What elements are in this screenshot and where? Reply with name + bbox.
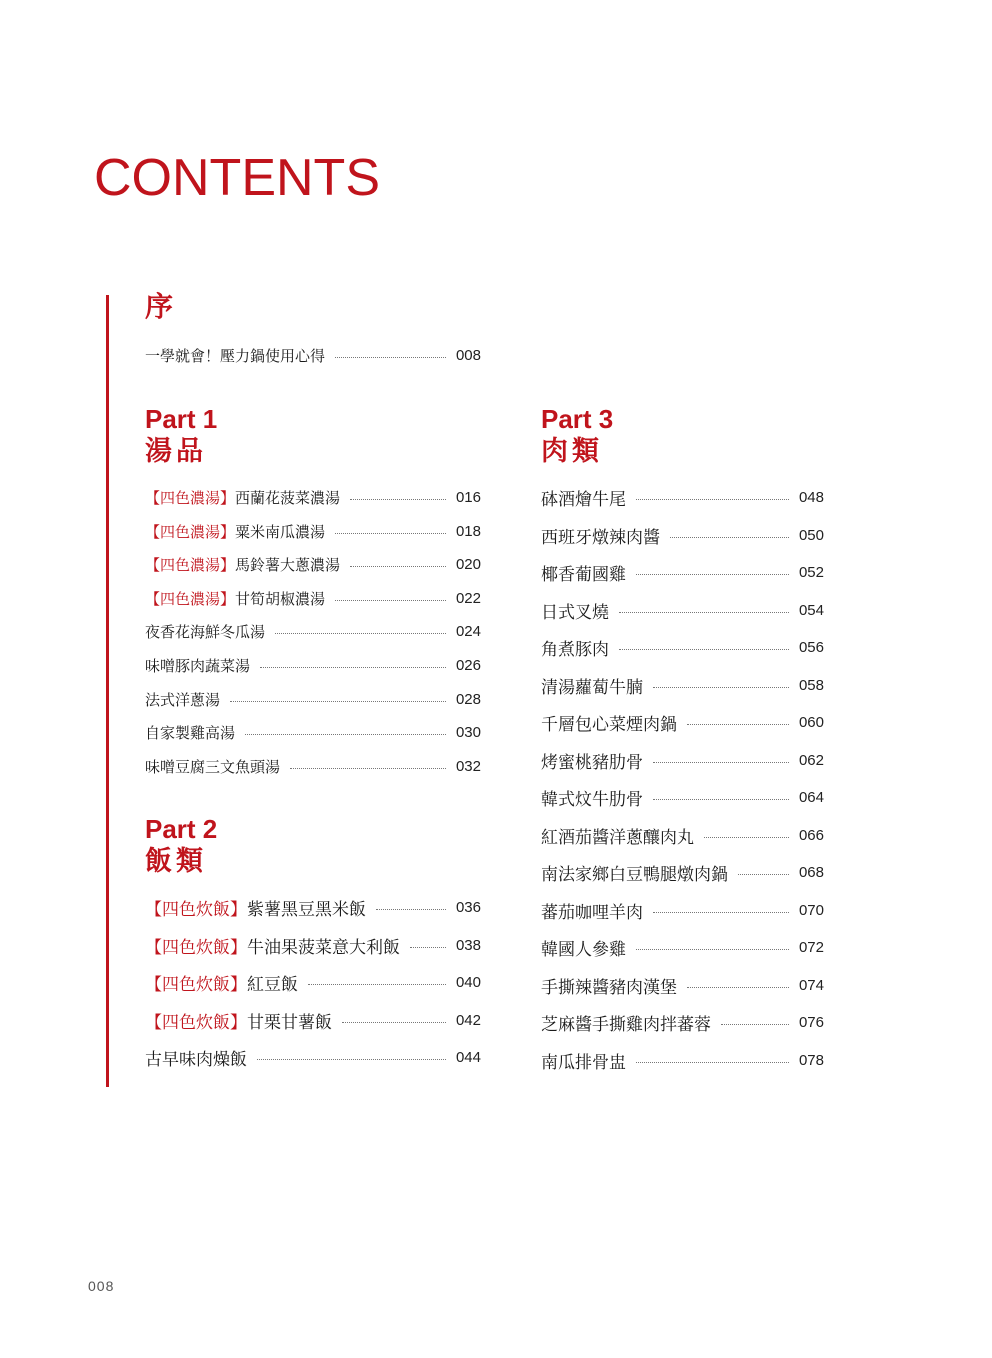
section-divider (106, 295, 109, 1087)
toc-entry[interactable] (145, 970, 481, 995)
preface-heading: 序 (145, 290, 174, 323)
dot-leader (704, 837, 789, 838)
toc-entry-text: 砵酒燴牛尾 (541, 490, 626, 510)
toc-entry-title (541, 635, 609, 660)
toc-entry[interactable] (541, 485, 824, 510)
dot-leader (335, 600, 446, 601)
dot-leader (636, 949, 789, 950)
toc-entry-title (145, 655, 250, 676)
toc-entry-title (541, 748, 643, 773)
dot-leader (738, 874, 789, 875)
dot-leader (636, 499, 789, 500)
toc-entry-title (145, 1045, 247, 1070)
toc-entry-page: 058 (798, 676, 824, 694)
dot-leader (275, 633, 446, 634)
part2-title: 飯類 (145, 846, 207, 877)
toc-entry[interactable] (145, 756, 481, 777)
dot-leader (653, 912, 789, 913)
toc-entry[interactable] (541, 635, 824, 660)
toc-entry-page: 018 (455, 522, 481, 540)
part3-list (541, 485, 824, 1075)
dot-leader (257, 1059, 446, 1060)
toc-entry-title (145, 722, 235, 743)
part1-title: 湯品 (145, 436, 207, 467)
dot-leader (670, 537, 789, 538)
toc-entry-text: 韓式炆牛肋骨 (541, 790, 643, 810)
toc-entry-title (145, 521, 325, 542)
toc-entry-page: 076 (798, 1014, 824, 1031)
dot-leader (335, 357, 446, 358)
toc-entry-title (145, 689, 220, 710)
toc-entry-page: 008 (455, 347, 481, 364)
toc-entry-title (541, 523, 660, 548)
toc-entry-title (541, 823, 694, 848)
part1-label: Part 1 (145, 404, 218, 434)
toc-entry-text: 紅酒茄醬洋蔥釀肉丸 (541, 827, 694, 848)
toc-entry-text: 日式叉燒 (541, 602, 609, 623)
toc-entry-title (541, 710, 677, 735)
toc-entry[interactable] (145, 345, 481, 366)
dot-leader (687, 724, 789, 725)
dot-leader (335, 533, 446, 534)
toc-entry-page: 042 (455, 1011, 481, 1029)
toc-entry-text: 西蘭花菠菜濃湯 (235, 489, 341, 507)
toc-entry-text: 芝麻醬手撕雞肉拌蕃蓉 (541, 1015, 711, 1035)
dot-leader (342, 1022, 446, 1023)
toc-entry-text: 一學就會！壓力鍋使用心得 (145, 347, 326, 365)
dot-leader (290, 768, 446, 769)
dot-leader (653, 687, 789, 688)
toc-entry-text: 牛油果菠菜意大利飯 (247, 937, 400, 958)
toc-entry[interactable] (541, 785, 824, 810)
toc-entry[interactable] (145, 895, 481, 920)
toc-entry-title (145, 345, 325, 366)
toc-entry-title (145, 933, 400, 958)
dot-leader (653, 762, 789, 763)
dot-leader (376, 909, 446, 910)
toc-entry-page: 022 (455, 589, 481, 607)
toc-entry-tag: 【四色炊飯】 (145, 937, 247, 958)
toc-entry-title (145, 756, 280, 777)
toc-entry-page: 024 (455, 623, 481, 641)
toc-entry-page: 038 (455, 936, 481, 954)
toc-entry-text: 角煮豚肉 (541, 640, 609, 660)
toc-entry-title (541, 860, 728, 885)
toc-entry-tag: 【四色炊飯】 (145, 975, 247, 995)
toc-entry-tag: 【四色炊飯】 (145, 900, 247, 920)
toc-entry-tag: 【四色濃湯】 (145, 556, 236, 575)
toc-entry-text: 西班牙燉辣肉醬 (541, 527, 660, 548)
toc-entry-text: 南法家鄉白豆鴨腿燉肉鍋 (541, 865, 728, 885)
page-number: 008 (88, 1278, 115, 1294)
toc-entry[interactable] (541, 710, 824, 735)
toc-entry-text: 甘筍胡椒濃湯 (235, 589, 326, 608)
toc-entry-page: 040 (455, 974, 481, 991)
dot-leader (687, 987, 789, 988)
toc-entry-page: 066 (798, 826, 824, 844)
toc-entry-title (145, 895, 366, 920)
toc-entry-tag: 【四色濃湯】 (145, 522, 236, 541)
toc-entry[interactable] (145, 521, 481, 542)
part3-label: Part 3 (541, 404, 614, 434)
preface-list (145, 345, 481, 369)
dot-leader (721, 1024, 789, 1025)
toc-entry-tag: 【四色濃湯】 (145, 489, 236, 507)
toc-entry[interactable] (541, 673, 824, 698)
toc-entry[interactable] (145, 487, 481, 508)
toc-entry-text: 韓國人參雞 (541, 940, 626, 960)
toc-entry-page: 044 (455, 1049, 481, 1066)
toc-entry[interactable] (541, 560, 824, 585)
dot-leader (619, 612, 789, 613)
toc-entry[interactable] (541, 898, 824, 923)
part3-heading (541, 403, 613, 469)
dot-leader (636, 1062, 789, 1063)
toc-entry[interactable] (145, 554, 481, 575)
dot-leader (636, 574, 789, 575)
toc-entry[interactable] (145, 933, 481, 958)
part2-heading (145, 813, 217, 879)
toc-entry-text: 千層包心菜煙肉鍋 (541, 715, 677, 735)
toc-entry-page: 074 (798, 976, 824, 994)
toc-entry-title (145, 487, 340, 508)
toc-entry-page: 062 (798, 751, 824, 769)
toc-entry-page: 032 (455, 757, 481, 775)
toc-entry-title (541, 485, 626, 510)
toc-entry[interactable] (145, 1045, 481, 1070)
toc-entry-title (541, 673, 643, 698)
toc-entry-title (145, 588, 325, 609)
toc-entry-text: 自家製雞高湯 (145, 724, 236, 743)
toc-entry[interactable] (145, 621, 481, 642)
part1-list (145, 487, 481, 787)
toc-entry[interactable] (541, 598, 824, 623)
toc-entry[interactable] (145, 655, 481, 676)
dot-leader (410, 947, 446, 948)
toc-entry-page: 052 (798, 564, 824, 581)
dot-leader (619, 649, 789, 650)
toc-entry-text: 古早味肉燥飯 (145, 1050, 247, 1070)
toc-entry[interactable] (145, 588, 481, 609)
toc-entry-title (541, 1010, 711, 1035)
toc-entry-page: 064 (798, 789, 824, 806)
toc-entry-text: 紅豆飯 (247, 975, 298, 995)
toc-entry-text: 烤蜜桃豬肋骨 (541, 752, 643, 773)
part2-list (145, 895, 481, 1075)
toc-entry-text: 味噌豚肉蔬菜湯 (145, 657, 251, 675)
toc-entry-text: 清湯蘿蔔牛腩 (541, 677, 643, 698)
toc-entry[interactable] (541, 935, 824, 960)
toc-entry[interactable] (145, 1008, 481, 1033)
toc-entry-page: 072 (798, 939, 824, 956)
toc-entry-page: 026 (455, 657, 481, 674)
toc-entry-text: 紫薯黑豆黑米飯 (247, 900, 366, 920)
toc-entry-page: 068 (798, 864, 824, 881)
toc-entry-title (541, 785, 643, 810)
toc-entry-title (145, 1008, 332, 1033)
part3-title: 肉類 (541, 436, 603, 467)
toc-entry-text: 馬鈴薯大蔥濃湯 (235, 556, 341, 575)
toc-entry-title (541, 560, 626, 585)
toc-entry-page: 036 (455, 899, 481, 916)
toc-entry-page: 056 (798, 639, 824, 656)
toc-entry-tag: 【四色炊飯】 (145, 1012, 247, 1033)
toc-entry-title (145, 970, 298, 995)
toc-entry[interactable] (541, 1048, 824, 1073)
toc-entry-title (541, 1048, 626, 1073)
dot-leader (308, 984, 446, 985)
toc-entry-text: 夜香花海鮮冬瓜湯 (145, 623, 266, 642)
toc-entry-title (541, 598, 609, 623)
part2-label: Part 2 (145, 814, 218, 844)
dot-leader (350, 566, 446, 567)
toc-entry-text: 手撕辣醬豬肉漢堡 (541, 977, 677, 998)
toc-entry-page: 070 (798, 901, 824, 919)
toc-entry-text: 蕃茄咖哩羊肉 (541, 902, 643, 923)
toc-entry[interactable] (541, 523, 824, 548)
page-title: CONTENTS (94, 149, 380, 207)
toc-entry-text: 椰香葡國雞 (541, 565, 626, 585)
dot-leader (260, 667, 446, 668)
toc-entry-title (541, 973, 677, 998)
dot-leader (350, 499, 446, 500)
toc-entry[interactable] (145, 689, 481, 710)
toc-entry-text: 粟米南瓜濃湯 (235, 522, 326, 541)
toc-entry[interactable] (145, 722, 481, 743)
toc-entry-page: 060 (798, 714, 824, 731)
toc-entry-page: 020 (455, 556, 481, 574)
toc-entry[interactable] (541, 1010, 824, 1035)
dot-leader (230, 701, 446, 702)
toc-entry-page: 016 (455, 489, 481, 506)
toc-entry-title (541, 935, 626, 960)
toc-entry-text: 法式洋蔥湯 (145, 690, 221, 709)
dot-leader (653, 799, 789, 800)
toc-entry-text: 甘栗甘薯飯 (247, 1012, 332, 1033)
toc-entry-page: 050 (798, 526, 824, 544)
part1-heading (145, 403, 217, 469)
toc-entry-text: 味噌豆腐三文魚頭湯 (145, 757, 281, 776)
toc-entry[interactable] (541, 748, 824, 773)
toc-entry-tag: 【四色濃湯】 (145, 589, 236, 608)
toc-entry[interactable] (541, 823, 824, 848)
toc-entry-page: 048 (798, 489, 824, 506)
toc-entry-title (541, 898, 643, 923)
toc-entry-page: 030 (455, 724, 481, 742)
toc-entry-title (145, 554, 340, 575)
dot-leader (245, 734, 446, 735)
toc-entry-page: 078 (798, 1051, 824, 1069)
toc-entry-page: 028 (455, 690, 481, 708)
toc-entry-page: 054 (798, 601, 824, 619)
toc-entry-title (145, 621, 265, 642)
toc-entry[interactable] (541, 860, 824, 885)
toc-entry[interactable] (541, 973, 824, 998)
toc-entry-text: 南瓜排骨盅 (541, 1052, 626, 1073)
